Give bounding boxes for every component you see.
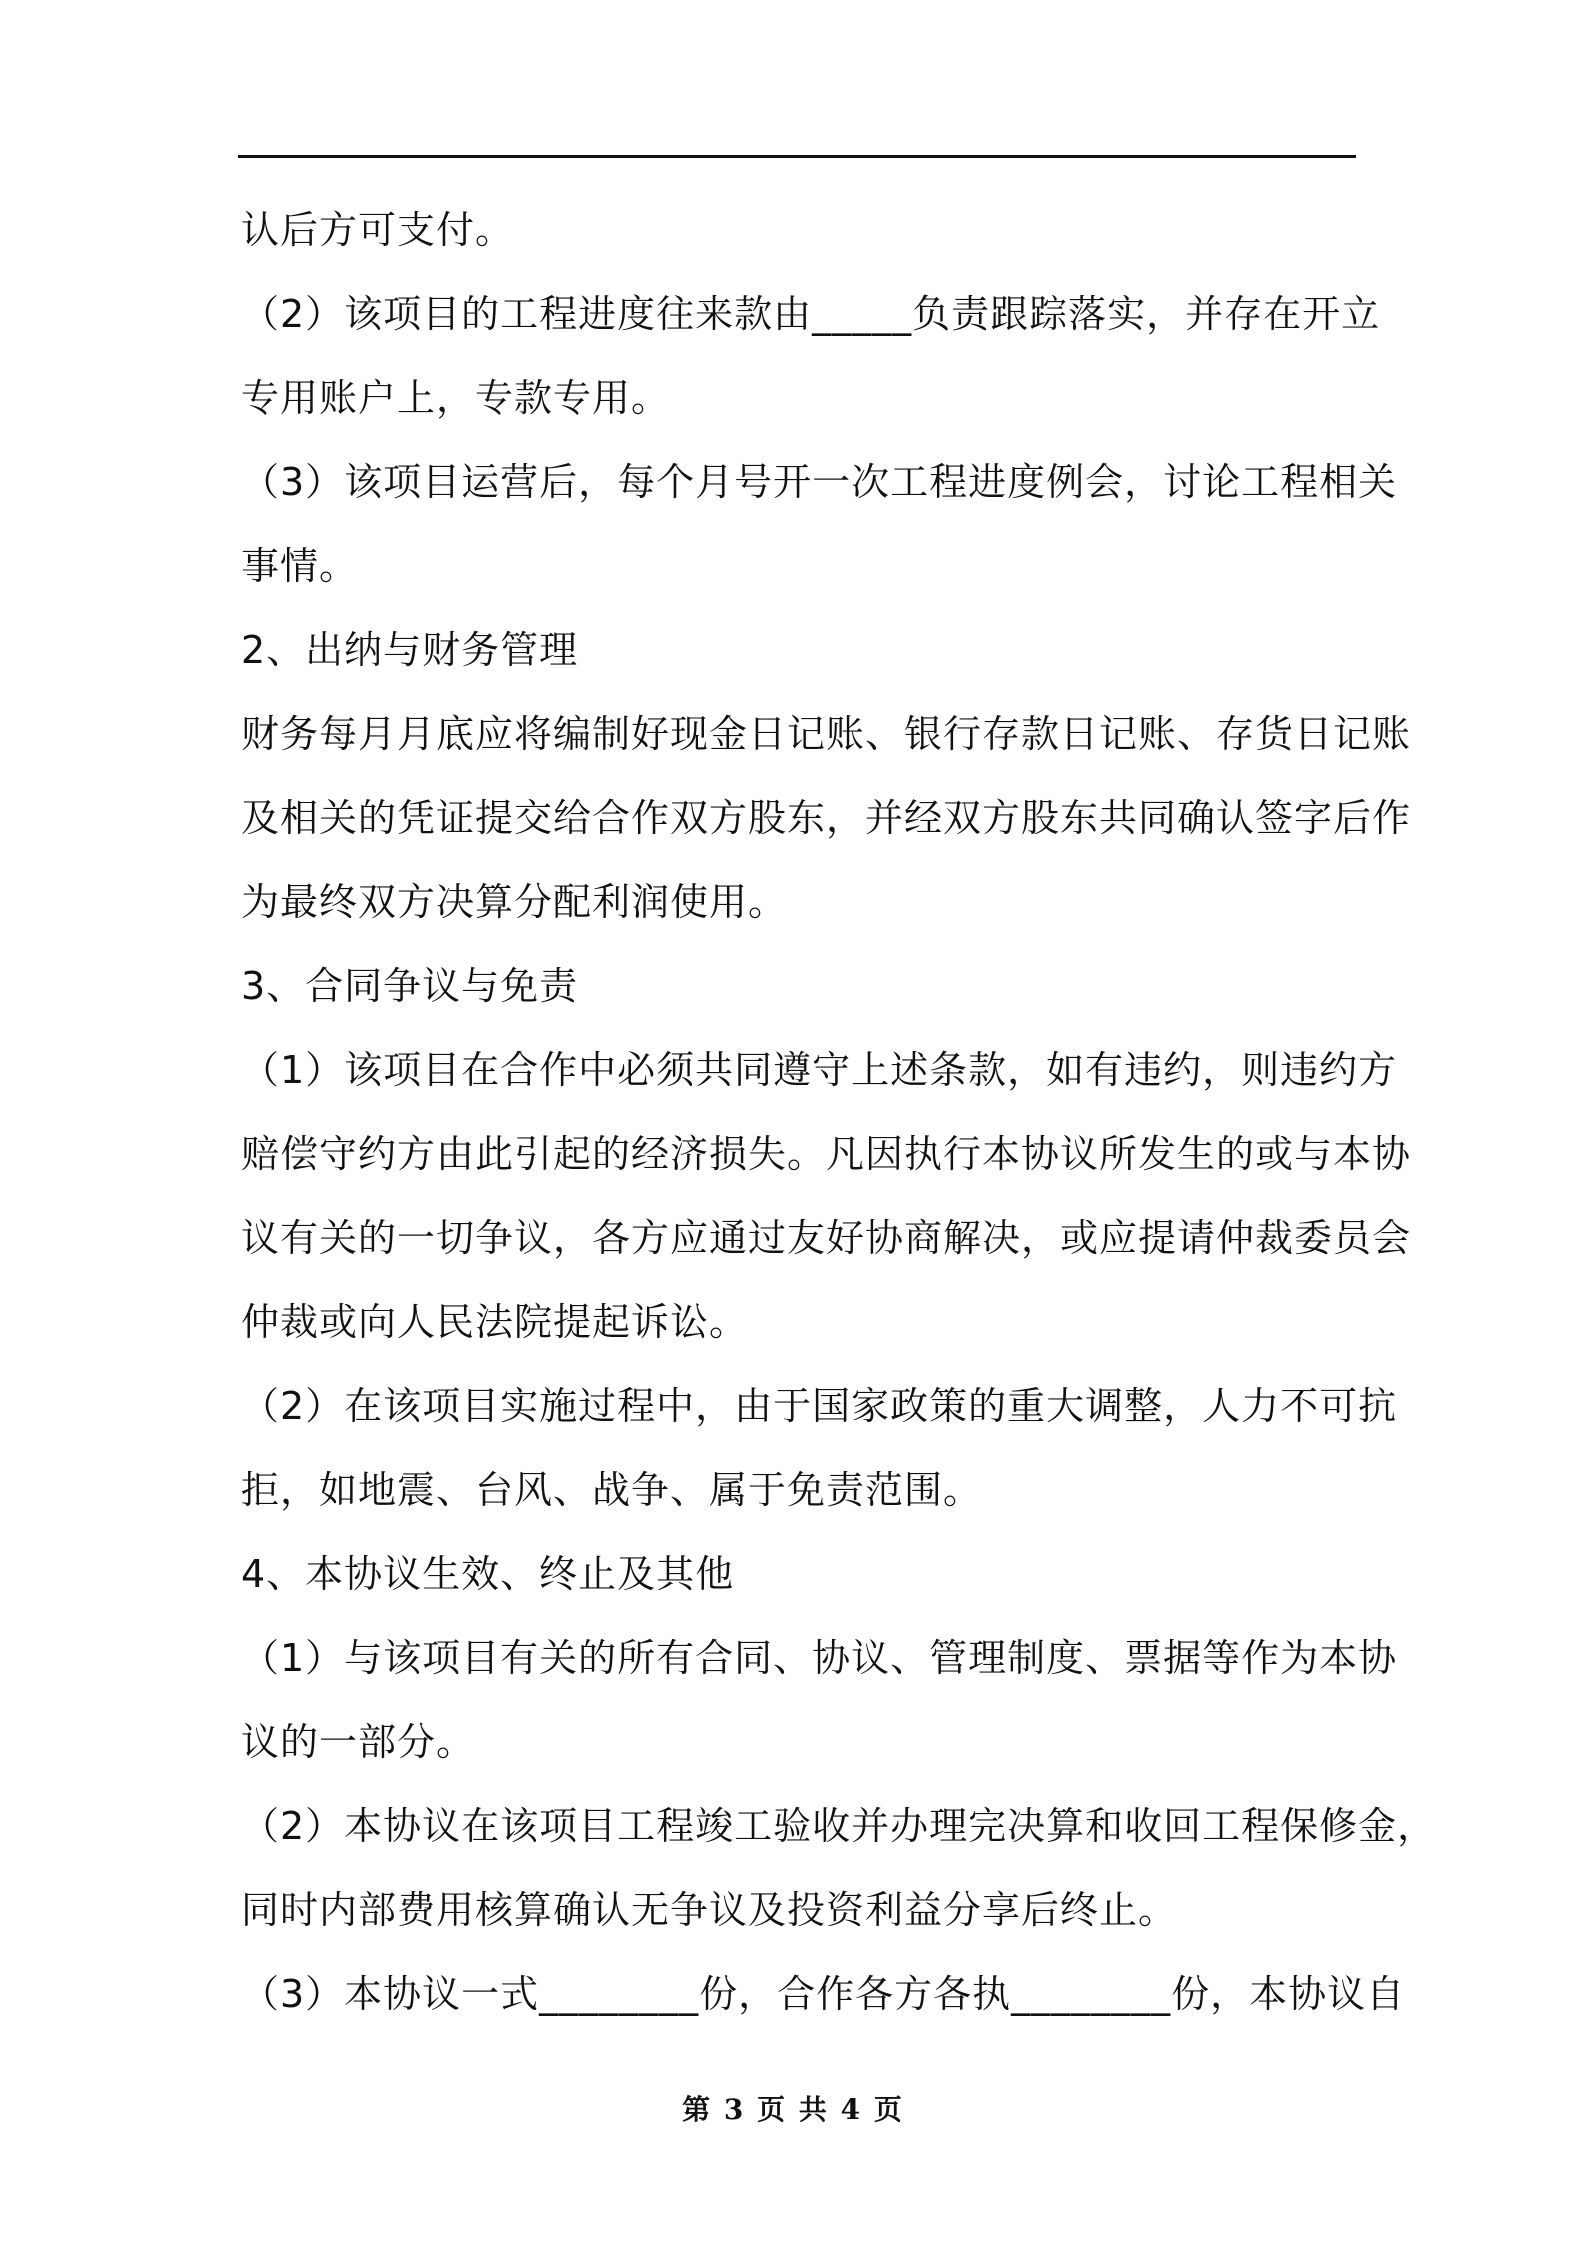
section-heading: 4、本协议生效、终止及其他 [241, 1552, 735, 1596]
text-line: 财务每月月底应将编制好现金日记账、银行存款日记账、存货日记账 [241, 712, 1412, 756]
section-heading: 3、合同争议与免责 [241, 964, 579, 1008]
text-line: 议的一部分。 [241, 1720, 476, 1764]
text-line: 赔偿守约方由此引起的经济损失。凡因执行本协议所发生的或与本协 [241, 1132, 1412, 1176]
clause-line: （3）该项目运营后，每个月号开一次工程进度例会，讨论工程相关 [241, 460, 1398, 504]
text-line: 为最终双方决算分配利润使用。 [241, 880, 788, 924]
section-heading: 2、出纳与财务管理 [241, 628, 579, 672]
text-line: 认后方可支付。 [241, 208, 515, 252]
clause-line: （2）该项目的工程进度往来款由_____负责跟踪落实，并存在开立 [241, 292, 1381, 336]
page-number-footer: 第 3 页 共 4 页 [682, 2093, 904, 2126]
clause-line: （1）该项目在合作中必须共同遵守上述条款，如有违约，则违约方 [241, 1048, 1398, 1092]
text-line: 拒，如地震、台风、战争、属于免责范围。 [241, 1468, 983, 1512]
clause-line: （2）本协议在该项目工程竣工验收并办理完决算和收回工程保修金， [241, 1804, 1437, 1848]
text-line: 专用账户上，专款专用。 [241, 376, 671, 420]
clause-line: （3）本协议一式________份，合作各方各执________份，本协议自 [241, 1972, 1406, 2016]
text-line: 议有关的一切争议，各方应通过友好协商解决，或应提请仲裁委员会 [241, 1216, 1412, 1260]
clause-line: （2）在该项目实施过程中，由于国家政策的重大调整，人力不可抗 [241, 1384, 1398, 1428]
text-line: 仲裁或向人民法院提起诉讼。 [241, 1300, 749, 1344]
header-rule [238, 155, 1356, 158]
clause-line: （1）与该项目有关的所有合同、协议、管理制度、票据等作为本协 [241, 1636, 1398, 1680]
text-line: 事情。 [241, 544, 359, 588]
text-line: 及相关的凭证提交给合作双方股东，并经双方股东共同确认签字后作 [241, 796, 1412, 840]
text-line: 同时内部费用核算确认无争议及投资利益分享后终止。 [241, 1888, 1178, 1932]
